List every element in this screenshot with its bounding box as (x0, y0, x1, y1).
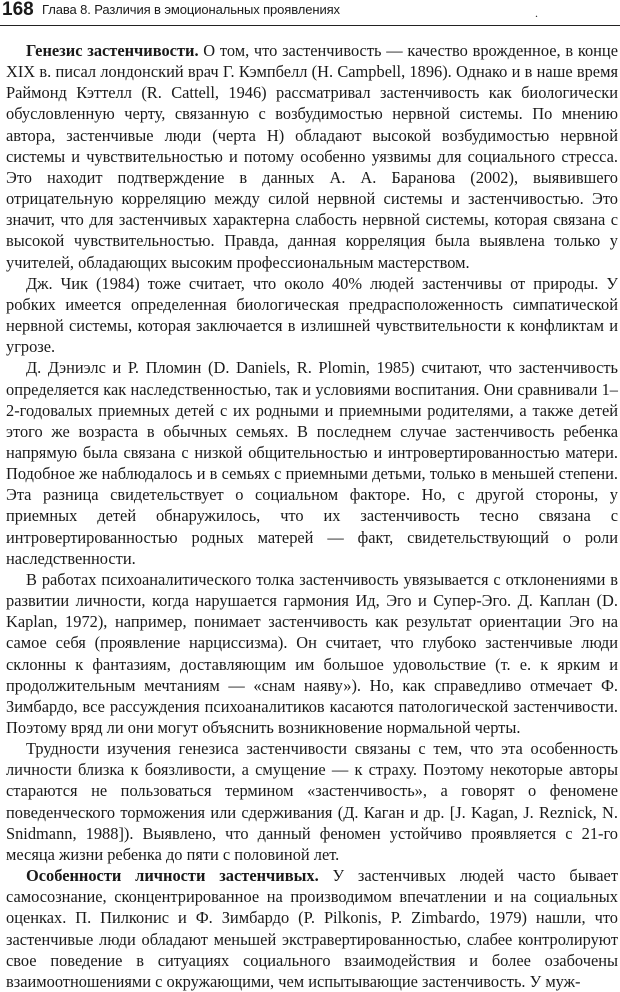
paragraph-chik (6, 273, 618, 358)
paragraph-text: У застенчивых людей часто бывает самосознание, сконцентрированное на производимом впечатлении и на социальных оценках. П. Пилконис и Ф. Зимбардо (P. Pilkonis, P. Zimbardo, 1979) нашли, что застенчивые люди обладают меньшей экстравертированностью, слабее контролируют свое поведение в ситуациях социального взаимодействия и более озабочены взаимоотношениями с окружающими, чем испытывающие застенчивость. У муж- (6, 866, 618, 991)
paragraph-text: Д. Дэниэлс и Р. Пломин (D. Daniels, R. Plomin, 1985) считают, что застенчивость определяется как наследственностью, так и условиями воспитания. Они сравнивали 1–2-годовалых приемных детей с их родными и приемными родителями, а также детей этого же возраста в обычных семьях. В последнем случае застенчивость ребенка напрямую была связана с низкой общительностью и интровертированностью матери. Подобное же наблюдалось и в семьях с приемными детьми, только в меньшей степени. Эта разница свидетельствует о социальном факторе. Но, с другой стороны, у приемных детей обнаружилось, что их застенчивость тесно связана с интровертированностью родных матерей — факт, свидетельствующий о роли наследственности. (6, 358, 618, 568)
paragraph-lead: Генезис застенчивости. (26, 41, 199, 60)
paragraph-personality (6, 865, 618, 992)
paragraph-psychoanalysis (6, 569, 618, 738)
page-number: 168 (2, 0, 34, 20)
paragraph-text: Трудности изучения генезиса застенчивости связаны с тем, что эта особенность личности близка к боязливости, а смущение — к страху. Поэтому некоторые авторы стараются не пользоваться термином «застенчивость», а говорят о феномене поведенческого торможения или сдерживания (Д. Каган и др. [J. Kagan, J. Reznick, N. Snidmann, 1988]). Выявлено, что данный феномен устойчиво проявляется с 21-го месяца жизни ребенка до пяти с половиной лет. (6, 739, 618, 864)
paragraph-difficulties (6, 738, 618, 865)
paragraph-daniels (6, 357, 618, 569)
page-header (0, 0, 620, 26)
paragraph-lead: Особенности личности застенчивых. (26, 866, 319, 886)
paragraph-genesis (6, 40, 618, 273)
header-mark: . (535, 6, 538, 20)
page-body (6, 40, 618, 992)
paragraph-text: О том, что застенчивость — качество врожденное, в конце XIX в. писал лондонский врач Г. Кэмпбелл (H. Campbell, 1896). Однако и в наше время Раймонд Кэттелл (R. Cattell, 1946) рассматривал застенчивость как биологически обусловленную черту, связанную с возбудимостью нервной системы. По мнению автора, застенчивые люди (черта H) обладают высокой возбудимостью нервной системы и чувствительностью и потому особенно уязвимы для социального стресса. Это находит подтверждение в данных А. А. Баранова (2002), выявившего отрицательную корреляцию между силой нервной системы и застенчивостью. Это значит, что для застенчивых характерна слабость нервной системы, которая связана с высокой чувствительностью. Правда, данная корреляция была выявлена только у учителей, обладающих высоким профессиональным мастерством. (6, 41, 618, 272)
paragraph-text: Дж. Чик (1984) тоже считает, что около 40% людей застенчивы от природы. У робких имеется определенная биологическая предрасположенность симпатической нервной системы, которая заключается в излишней чувствительности к конфликтам и угрозе. (6, 273, 618, 357)
running-head: Глава 8. Различия в эмоциональных проявлениях (42, 2, 340, 17)
paragraph-text: В работах психоаналитического толка застенчивость увязывается с отклонениями в развитии личности, когда нарушается гармония Ид, Эго и Супер-Эго. Д. Каплан (D. Kaplan, 1972), например, понимает застенчивость как результат ориентации Эго на самое себя (проявление нарциссизма). Он считает, что глубоко застенчивые люди склонны к фантазиям, доставляющим им большое удовольствие (т. е. к ярким и продолжительным мечтаниям — «снам наяву»). Но, как справедливо отмечает Ф. Зимбардо, все рассуждения психоаналитиков касаются патологической застенчивости. Поэтому вряд ли они могут объяснить возникновение нормальной черты. (6, 569, 618, 737)
